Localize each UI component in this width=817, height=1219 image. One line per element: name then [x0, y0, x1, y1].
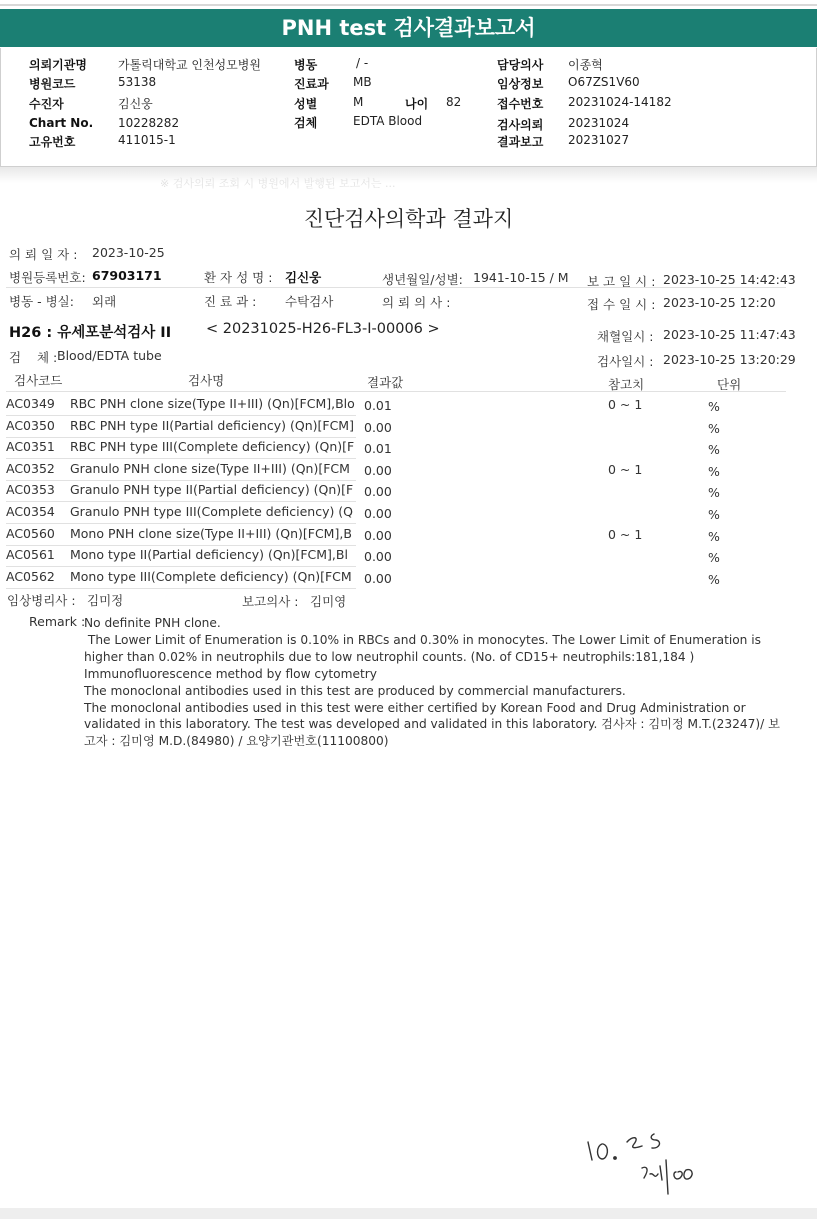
- cell-test-name: RBC PNH type II(Partial deficiency) (Qn)[FCM]: [70, 418, 354, 433]
- col-header-name: 검사명: [188, 373, 225, 388]
- cell-unit: %: [708, 550, 720, 565]
- info-divider: [6, 287, 786, 288]
- request-date-label: 의 뢰 일 자 :: [9, 247, 78, 262]
- faint-bleed-text: ※ 검사의뢰 조회 시 병원에서 발행된 보고서는 ...: [160, 177, 396, 190]
- cell-result: 0.00: [364, 463, 392, 478]
- cell-unit: %: [708, 507, 720, 522]
- sex-value: M: [353, 95, 364, 109]
- ward-value: / -: [356, 56, 369, 70]
- test-id: < 20231025-H26-FL3-I-00006 >: [206, 321, 440, 337]
- cell-unit: %: [708, 529, 720, 544]
- handwritten-signature: [570, 1122, 770, 1202]
- request-date-label: 검사의뢰: [497, 118, 544, 132]
- specimen-label: 검체: [294, 116, 318, 130]
- report-title: 진단검사의학과 결과지: [303, 207, 514, 231]
- cell-reference: 0 ~ 1: [608, 527, 643, 542]
- blood-time-value: 2023-10-25 11:47:43: [663, 327, 796, 342]
- cell-code: AC0350: [6, 418, 55, 433]
- receipt-time-value: 2023-10-25 12:20: [663, 295, 776, 310]
- cell-code: AC0562: [6, 569, 55, 584]
- cell-test-name: RBC PNH clone size(Type II+III) (Qn)[FCM],Blo: [70, 396, 355, 411]
- clinical-info-value: O67ZS1V60: [568, 75, 640, 89]
- row-divider: [6, 437, 356, 438]
- report-time-value: 2023-10-25 14:42:43: [663, 272, 796, 287]
- table-header-divider: [6, 391, 786, 392]
- col-header-code: 검사코드: [14, 373, 63, 388]
- page-gap: [0, 167, 817, 183]
- cell-result: 0.00: [364, 549, 392, 564]
- reg-no-value: 67903171: [92, 268, 162, 283]
- cell-unit: %: [708, 572, 720, 587]
- receipt-no-value: 20231024-14182: [568, 95, 672, 109]
- ward-room-label: 병동 - 병실:: [9, 294, 74, 309]
- cell-test-name: Mono PNH clone size(Type II+III) (Qn)[FCM],B: [70, 526, 352, 541]
- blood-time-label: 채혈일시 :: [597, 329, 654, 344]
- recipient-value: 김신웅: [118, 97, 153, 111]
- requesting-doctor-label: 의 뢰 의 사 :: [382, 295, 451, 310]
- row-divider: [6, 545, 356, 546]
- specimen-value: EDTA Blood: [353, 114, 423, 128]
- cell-unit: %: [708, 442, 720, 457]
- cell-unit: %: [708, 464, 720, 479]
- specimen-value: Blood/EDTA tube: [57, 348, 162, 363]
- receipt-no-label: 접수번호: [497, 97, 544, 111]
- exam-time-label: 검사일시 :: [597, 354, 654, 369]
- cell-result: 0.00: [364, 528, 392, 543]
- cell-code: AC0351: [6, 439, 55, 454]
- birth-label: 생년월일/성별:: [382, 272, 463, 287]
- row-divider: [6, 566, 356, 567]
- report-time-label: 보 고 일 시 :: [587, 274, 656, 289]
- row-divider: [6, 588, 356, 589]
- row-divider: [6, 480, 356, 481]
- cell-unit: %: [708, 485, 720, 500]
- row-divider: [6, 415, 356, 416]
- cell-result: 0.01: [364, 441, 392, 456]
- patient-value: 김신웅: [285, 270, 322, 285]
- request-date-value: 20231024: [568, 116, 630, 130]
- report-date-label: 결과보고: [497, 135, 544, 149]
- age-value: 82: [446, 95, 462, 109]
- cell-reference: 0 ~ 1: [608, 462, 643, 477]
- tech-name: 김미정: [87, 593, 124, 608]
- cell-result: 0.00: [364, 420, 392, 435]
- cell-result: 0.01: [364, 398, 392, 413]
- remark-line: The Lower Limit of Enumeration is 0.10% in RBCs and 0.30% in monocytes. The Lower Limit of Enumeration is higher than 0.02% in neutrophils due to low neutrophil counts. (No. of CD15+ neutrophils:181,184 ): [84, 632, 765, 664]
- col-header-unit: 단위: [717, 377, 742, 392]
- cell-result: 0.00: [364, 506, 392, 521]
- page-bottom-strip: [0, 1208, 817, 1219]
- remark-line: No definite PNH clone.: [84, 616, 221, 630]
- report-date-value: 20231027: [568, 133, 630, 147]
- institution-label: 의뢰기관명: [29, 58, 87, 72]
- row-divider: [6, 458, 356, 459]
- hospital-code-label: 병원코드: [29, 77, 76, 91]
- cell-unit: %: [708, 399, 720, 414]
- col-header-result: 결과값: [367, 375, 404, 390]
- cell-code: AC0354: [6, 504, 55, 519]
- unique-no-label: 고유번호: [29, 135, 76, 149]
- cell-unit: %: [708, 421, 720, 436]
- top-border: [0, 4, 817, 6]
- cell-test-name: RBC PNH type III(Complete deficiency) (Qn)[F: [70, 439, 355, 454]
- row-divider: [6, 501, 356, 502]
- reporter-label: 보고의사 :: [242, 594, 299, 609]
- specimen-label: 검 체 :: [9, 350, 58, 365]
- test-name: H26 : 유세포분석검사 II: [9, 325, 172, 341]
- birth-value: 1941-10-15 / M: [473, 270, 569, 285]
- remark-line: The monoclonal antibodies used in this test were either certified by Korean Food and Drug Administration or validated in this laboratory. The test was developed and validated in this laboratory. 검사자 : 김미정 M.T.(23247)/ 보고자 : 김미영 M.D.(84980) / 요양기관번호(11100800): [84, 700, 780, 749]
- remark-body: [84, 615, 788, 750]
- institution-value: 가톨릭대학교 인천성모병원: [118, 58, 261, 72]
- col-header-reference: 참고치: [608, 377, 645, 392]
- exam-time-value: 2023-10-25 13:20:29: [663, 352, 796, 367]
- cell-code: AC0352: [6, 461, 55, 476]
- cell-code: AC0560: [6, 526, 55, 541]
- hospital-code-value: 53138: [118, 75, 157, 89]
- unique-no-value: 411015-1: [118, 133, 176, 147]
- cell-test-name: Mono type II(Partial deficiency) (Qn)[FCM],Bl: [70, 547, 348, 562]
- row-divider: [6, 523, 356, 524]
- cell-code: AC0561: [6, 547, 55, 562]
- sex-label: 성별: [294, 97, 318, 111]
- chart-no-value: 10228282: [118, 116, 180, 130]
- dept-value: 수탁검사: [285, 294, 334, 309]
- remark-line: Immunofluorescence method by flow cytometry: [84, 666, 377, 681]
- cell-reference: 0 ~ 1: [608, 397, 643, 412]
- doctor-value: 이종혁: [568, 58, 603, 72]
- patient-label: 환 자 성 명 :: [204, 270, 273, 285]
- department-value: MB: [353, 75, 372, 89]
- remark-line: The monoclonal antibodies used in this test are produced by commercial manufacturers.: [84, 683, 626, 698]
- cell-result: 0.00: [364, 484, 392, 499]
- cell-code: AC0353: [6, 482, 55, 497]
- reporter-name: 김미영: [310, 594, 347, 609]
- cell-code: AC0349: [6, 396, 55, 411]
- ward-room-value: 외래: [92, 294, 117, 309]
- clinical-info-label: 임상정보: [497, 77, 544, 91]
- department-label: 진료과: [294, 77, 329, 91]
- cell-test-name: Mono type III(Complete deficiency) (Qn)[FCM: [70, 569, 352, 584]
- remark-label: Remark :: [29, 614, 86, 629]
- ward-label: 병동: [294, 58, 318, 72]
- recipient-label: 수진자: [29, 97, 64, 111]
- dept-label: 진 료 과 :: [204, 294, 257, 309]
- cell-test-name: Granulo PNH type II(Partial deficiency) (Qn)[F: [70, 482, 354, 497]
- receipt-time-label: 접 수 일 시 :: [587, 297, 656, 312]
- tech-label: 임상병리사 :: [7, 593, 76, 608]
- doctor-label: 담당의사: [497, 58, 544, 72]
- age-label: 나이: [405, 97, 429, 111]
- chart-no-label: Chart No.: [29, 116, 94, 130]
- cell-test-name: Granulo PNH clone size(Type II+III) (Qn)[FCM: [70, 461, 350, 476]
- report-banner-title: PNH test 검사결과보고서: [0, 9, 817, 47]
- cell-test-name: Granulo PNH type III(Complete deficiency) (Q: [70, 504, 354, 519]
- reg-no-label: 병원등록번호:: [9, 270, 86, 285]
- request-date-value: 2023-10-25: [92, 245, 165, 260]
- cell-result: 0.00: [364, 571, 392, 586]
